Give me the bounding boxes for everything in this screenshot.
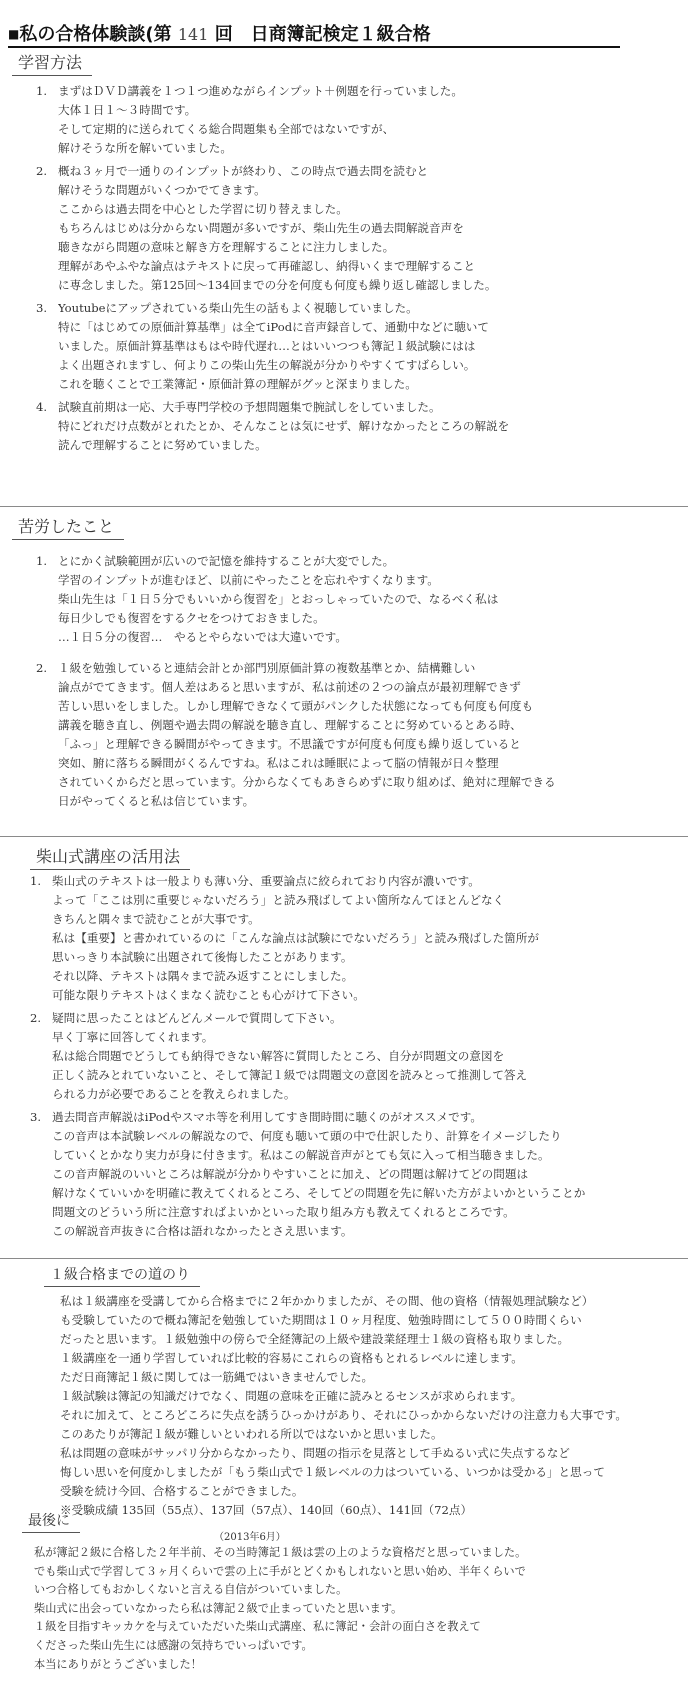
text-line: 聴きながら問題の意味と解き方を理解することに注力しました。: [58, 240, 395, 254]
header-title-suffix: 回 日商簿記検定１級合格: [214, 24, 431, 45]
text-line: ただ日商簿記１級に関しては一筋縄ではいきませんでした。: [60, 1370, 374, 1384]
text-line: 解けそうな所を解いていました。: [58, 141, 232, 155]
text-line: 苦しい思いをしました。しかし理解できなくて頭がパンクした状態になっても何度も何度も: [58, 699, 534, 713]
exam-results-label: ※受験成績: [60, 1503, 118, 1517]
method-item: [30, 1108, 628, 1241]
text-line: ここからは過去問を中心とした学習に切り替えました。: [58, 202, 348, 216]
section-title-hardship: 苦労したこと: [12, 514, 124, 540]
item-number: 1.: [30, 874, 42, 888]
text-line: 柴山式に出会っていなかったら私は簿記２級で止まっていたと思います。: [34, 1601, 403, 1615]
text-line: そして定期的に送られてくる総合問題集も全部ではないですが、: [58, 122, 395, 136]
item-number: 1.: [36, 554, 48, 568]
section-divider: [0, 836, 688, 837]
text-line: これを聴くことで工業簿記・原価計算の理解がグッと深まりました。: [58, 377, 417, 391]
text-line: 理解があやふやな論点はテキストに戻って再確認し、納得いくまで理解すること: [58, 259, 476, 273]
text-line: それ以降、テキストは隅々まで読み返すことにしました。: [52, 969, 354, 983]
text-line: していくとかなり実力が身に付きます。私はこの解説音声がとても気に入って相当聴きました。: [52, 1148, 550, 1162]
text-line: きちんと隅々まで読むことが大事です。: [52, 912, 260, 926]
text-line: だったと思います。１級勉強中の傍らで全経簿記の上級や建設業経理士１級の資格も取りました。: [60, 1332, 570, 1346]
study-item: [36, 398, 628, 455]
hardship-item: [36, 552, 628, 647]
text-line: 思いっきり本試験に出題されて後悔したことがあります。: [52, 950, 353, 964]
text-line: …１日５分の復習… やるとやらないでは大違いです。: [58, 630, 347, 644]
text-line: 「ふっ」と理解できる瞬間がやってきます。不思議ですが何度も何度も繰り返していると: [58, 737, 521, 751]
header-title-prefix: 私の合格体験談(第: [19, 24, 172, 45]
text-line: 私は総合問題でどうしても納得できない解答に質問したところ、自分が問題文の意図を: [52, 1049, 505, 1063]
method-item: [30, 1009, 628, 1104]
exam-results-values: 135回（55点）、137回（57点）、140回（60点）、141回（72点）: [121, 1503, 473, 1517]
text-line: 疑問に思ったことはどんどんメールで質問して下さい。: [52, 1011, 342, 1025]
text-line: 特にどれだけ点数がとれたとか、そんなことは気にせず、解けなかったところの解説を: [58, 419, 510, 433]
text-line: １級講座を一通り学習していれば比較的容易にこれらの資格もとれるレベルに達します。: [60, 1351, 523, 1365]
text-line: この解説音声抜きに合格は語れなかったとさえ思います。: [52, 1224, 353, 1238]
text-line: 受験を続け今回、合格することができました。: [60, 1484, 304, 1498]
header-square-bullet: ■: [8, 27, 20, 41]
page-header: [8, 20, 620, 48]
item-number: 2.: [30, 1011, 42, 1025]
text-line: 概ね３ヶ月で一通りのインプットが終わり、この時点で過去問を読むと: [58, 164, 429, 178]
hardship-item: [36, 659, 628, 811]
text-line: 私は【重要】と書かれているのに「こんな論点は試験にでないだろう」と読み飛ばした箇所が: [52, 931, 539, 945]
item-number: 4.: [36, 400, 48, 414]
text-line: この音声は本試験レベルの解説なので、何度も聴いて頭の中で仕訳したり、計算をイメージしたり: [52, 1129, 562, 1143]
road-section: [60, 1292, 632, 1520]
method-section: [30, 872, 628, 1245]
item-number: 2.: [36, 164, 48, 178]
text-line: 柴山式のテキストは一般よりも薄い分、重要論点に絞られており内容が濃いです。: [52, 874, 480, 888]
method-item: [30, 872, 628, 1005]
hardship-section: [36, 552, 628, 815]
text-line: られる力が必要であることを教えられました。: [52, 1087, 296, 1101]
item-number: 3.: [36, 301, 48, 315]
text-line: 問題文のどういう所に注意すればよいかといった取り組み方も教えてくれるところです。: [52, 1205, 515, 1219]
text-line: でも柴山式で学習して３ヶ月くらいで雲の上に手がとどくかもしれないと思い始め、半年くらいで: [34, 1564, 526, 1578]
text-line: 日がやってくると私は信じています。: [58, 794, 255, 808]
text-line: 講義を聴き直し、例題や過去問の解説を聴き直し、理解することに努めているとある時、: [58, 718, 522, 732]
text-line: 私は問題の意味がサッパリ分からなかったり、問題の指示を見落として手ぬるい式に失点するなど: [60, 1446, 570, 1460]
text-line: 可能な限りテキストはくまなく読むことも心がけて下さい。: [52, 988, 365, 1002]
item-number: 1.: [36, 84, 48, 98]
section-title-method: 柴山式講座の活用法: [30, 844, 190, 870]
text-line: 突如、腑に落ちる瞬間がくるんですね。私はこれは睡眠によって脳の情報が日々整理: [58, 756, 499, 770]
section-title-final: 最後に: [22, 1510, 80, 1533]
text-line: この音声解説のいいところは解説が分かりやすいことに加え、どの問題は解けてどの問題は: [52, 1167, 529, 1181]
study-item: [36, 82, 628, 158]
text-line: とにかく試験範囲が広いので記憶を維持することが大変でした。: [58, 554, 395, 568]
text-line: 特に「はじめての原価計算基準」は全てiPodに音声録音して、通勤中などに聴いて: [58, 320, 489, 334]
text-line: くださった柴山先生には感謝の気持ちでいっぱいです。: [34, 1638, 313, 1652]
text-line: されていくからだと思っています。分からなくてもあきらめずに取り組めば、絶対に理解できる: [58, 775, 556, 789]
text-line: いました。原価計算基準はもはや時代遅れ…とはいいつつも簿記１級試験にはは: [58, 339, 476, 353]
header-handwritten-number: 141: [177, 25, 209, 44]
text-line: 解けそうな問題がいくつかでてきます。: [58, 183, 266, 197]
text-line: 私は１級講座を受講してから合格までに２年かかりましたが、その間、他の資格（情報処理試験など）: [60, 1294, 594, 1308]
text-line: よって「ここは別に重要じゃないだろう」と読み飛ばしてよい箇所なんてほとんどなく: [52, 893, 505, 907]
text-line: 正しく読みとれていないこと、そして簿記１級では問題文の意図を読みとって推測して答え: [52, 1068, 528, 1082]
text-line: 大体１日１〜３時間です。: [58, 103, 197, 117]
text-line: 学習のインプットが進むほど、以前にやったことを忘れやすくなります。: [58, 573, 439, 587]
text-line: 過去問音声解説はiPodやスマホ等を利用してすき間時間に聴くのがオススメです。: [52, 1110, 482, 1124]
final-section: [34, 1532, 632, 1674]
text-line: 毎日少しでも復習をするクセをつけておきました。: [58, 611, 325, 625]
text-line: １級を勉強していると連結会計とか部門別原価計算の複数基準とか、結構難しい: [58, 661, 476, 675]
text-line: １級を目指すキッカケを与えていただいた柴山式講座、私に簿記・会計の面白さを教えて: [34, 1620, 481, 1634]
text-line: 私が簿記２級に合格した２年半前、その当時簿記１級は雲の上のような資格だと思っていました。: [34, 1546, 527, 1559]
text-line: 本当にありがとうございました！: [34, 1657, 202, 1671]
text-line: に専念しました。第125回〜134回までの分を何度も何度も繰り返し確認しました。: [58, 278, 497, 292]
study-item: [36, 299, 628, 394]
text-line: も受験していたので概ね簿記を勉強していた期間は１０ヶ月程度、勉強時間にして５００時間くらい: [60, 1313, 582, 1327]
item-number: 2.: [36, 661, 48, 675]
study-section: [36, 82, 628, 459]
text-line: 論点がでてきます。個人差はあると思いますが、私は前述の２つの論点が最初理解できず: [58, 680, 521, 694]
date-note: （2013年6月）: [214, 1532, 286, 1543]
study-item: [36, 162, 628, 295]
text-line: 悔しい思いを何度かしましたが「もう柴山式で１級レベルの力はついている、いつかは受かる」と思って: [60, 1465, 605, 1479]
text-line: 早く丁寧に回答してくれます。: [52, 1030, 214, 1044]
text-line: Youtubeにアップされている柴山先生の話もよく視聴していました。: [58, 301, 418, 315]
text-line: １級試験は簿記の知識だけでなく、問題の意味を正確に読みとるセンスが求められます。: [60, 1389, 523, 1403]
text-line: 解けなくていいかを明確に教えてくれるところ、そしてどの問題を先に解いた方がよいかということか: [52, 1186, 586, 1200]
text-line: 試験直前期は一応、大手専門学校の予想問題集で腕試しをしていました。: [58, 400, 441, 414]
exam-results: [60, 1501, 632, 1520]
text-line: このあたりが簿記１級が難しいといわれる所以ではないかと思いました。: [60, 1427, 443, 1441]
text-line: もちろんはじめは分からない問題が多いですが、柴山先生の過去問解説音声を: [58, 221, 464, 235]
text-line: 柴山先生は「１日５分でもいいから復習を」とおっしゃっていたので、なるべく私は: [58, 592, 499, 606]
text-line: いつ合格してもおかしくないと言える自信がついていました。: [34, 1583, 348, 1597]
section-title-study: 学習方法: [12, 50, 92, 76]
text-line: よく出題されますし、何よりこの柴山先生の解説が分かりやすくてすばらしい。: [58, 358, 476, 372]
section-divider: [0, 506, 688, 507]
item-number: 3.: [30, 1110, 42, 1124]
text-line: それに加えて、ところどころに失点を誘うひっかけがあり、それにひっかからないだけの注意力も大事です。: [60, 1408, 627, 1422]
section-divider: [0, 1258, 688, 1259]
text-line: 読んで理解することに努めていました。: [58, 438, 267, 452]
section-title-road: １級合格までの道のり: [44, 1264, 200, 1287]
text-line: まずはＤＶＤ講義を１つ１つ進めながらインプット＋例題を行っていました。: [58, 84, 463, 98]
